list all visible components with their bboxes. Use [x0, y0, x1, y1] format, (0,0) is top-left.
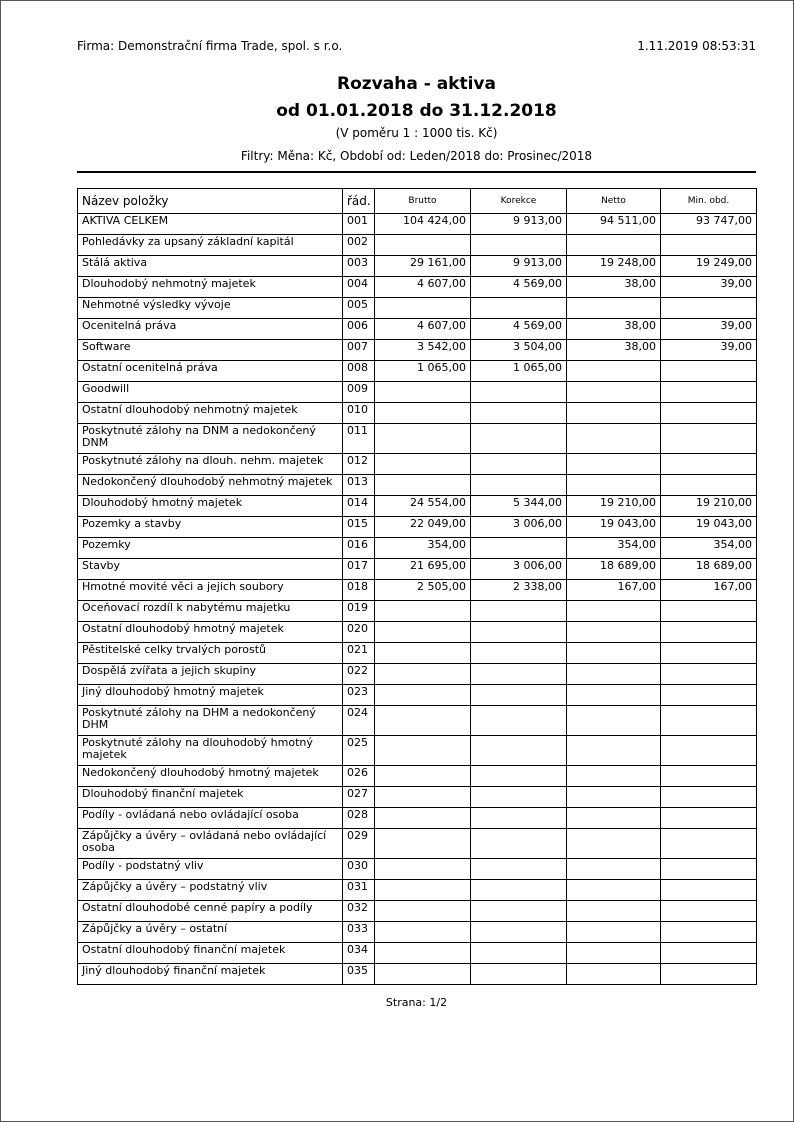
korekce-value [471, 922, 567, 943]
korekce-value: 4 569,00 [471, 277, 567, 298]
row-name: Zápůjčky a úvěry – ostatní [78, 922, 343, 943]
table-row [78, 901, 757, 922]
row-name: Oceňovací rozdíl k nabytému majetku [78, 601, 343, 622]
row-name: Ostatní dlouhodobý nehmotný majetek [78, 403, 343, 424]
table-row [78, 319, 757, 340]
min-obd-value: 354,00 [661, 538, 757, 559]
row-name: Zápůjčky a úvěry – ovládaná nebo ovládající osoba [78, 829, 343, 859]
table-header-row [78, 189, 757, 214]
row-name: Hmotné movité věci a jejich soubory [78, 580, 343, 601]
korekce-value [471, 808, 567, 829]
korekce-value [471, 829, 567, 859]
table-row [78, 235, 757, 256]
row-name: Nedokončený dlouhodobý hmotný majetek [78, 766, 343, 787]
korekce-value [471, 901, 567, 922]
brutto-value [375, 424, 471, 454]
row-number: 027 [343, 787, 375, 808]
netto-value: 38,00 [567, 319, 661, 340]
min-obd-value: 39,00 [661, 340, 757, 361]
row-number: 009 [343, 382, 375, 403]
min-obd-value: 18 689,00 [661, 559, 757, 580]
column-header-min-obd: Min. obd. [661, 189, 757, 214]
korekce-value [471, 766, 567, 787]
row-number: 034 [343, 943, 375, 964]
row-name: Poskytnuté zálohy na dlouhodobý hmotný majetek [78, 736, 343, 766]
korekce-value [471, 859, 567, 880]
table-row [78, 496, 757, 517]
netto-value [567, 787, 661, 808]
row-name: Jiný dlouhodobý finanční majetek [78, 964, 343, 985]
table-row [78, 706, 757, 736]
netto-value [567, 622, 661, 643]
min-obd-value [661, 361, 757, 382]
netto-value [567, 808, 661, 829]
row-number: 026 [343, 766, 375, 787]
brutto-value [375, 664, 471, 685]
row-number: 021 [343, 643, 375, 664]
min-obd-value [661, 664, 757, 685]
row-name: Goodwill [78, 382, 343, 403]
korekce-value [471, 298, 567, 319]
table-row [78, 943, 757, 964]
print-datetime: 1.11.2019 08:53:31 [637, 39, 756, 53]
korekce-value: 2 338,00 [471, 580, 567, 601]
brutto-value [375, 382, 471, 403]
brutto-value [375, 964, 471, 985]
netto-value [567, 880, 661, 901]
min-obd-value [661, 643, 757, 664]
row-name: Poskytnuté zálohy na dlouh. nehm. majetek [78, 454, 343, 475]
korekce-value [471, 880, 567, 901]
brutto-value: 4 607,00 [375, 277, 471, 298]
brutto-value [375, 943, 471, 964]
min-obd-value [661, 943, 757, 964]
netto-value: 38,00 [567, 277, 661, 298]
column-header-netto: Netto [567, 189, 661, 214]
table-row [78, 538, 757, 559]
korekce-value [471, 736, 567, 766]
report-title: Rozvaha - aktiva [337, 74, 496, 94]
row-name: Software [78, 340, 343, 361]
row-number: 004 [343, 277, 375, 298]
row-name: Ostatní dlouhodobý hmotný majetek [78, 622, 343, 643]
row-number: 023 [343, 685, 375, 706]
brutto-value [375, 766, 471, 787]
korekce-value: 9 913,00 [471, 256, 567, 277]
table-row [78, 808, 757, 829]
min-obd-value [661, 859, 757, 880]
netto-value [567, 475, 661, 496]
netto-value [567, 706, 661, 736]
page-number: Strana: 1/2 [385, 996, 448, 1009]
row-name: Pozemky [78, 538, 343, 559]
row-name: Pěstitelské celky trvalých porostů [78, 643, 343, 664]
report-period: od 01.01.2018 do 31.12.2018 [276, 101, 557, 121]
row-number: 035 [343, 964, 375, 985]
netto-value [567, 943, 661, 964]
korekce-value [471, 787, 567, 808]
table-row [78, 880, 757, 901]
table-row [78, 664, 757, 685]
min-obd-value [661, 685, 757, 706]
korekce-value [471, 424, 567, 454]
min-obd-value [661, 601, 757, 622]
korekce-value [471, 475, 567, 496]
netto-value [567, 382, 661, 403]
row-name: Pozemky a stavby [78, 517, 343, 538]
table-row [78, 829, 757, 859]
brutto-value: 22 049,00 [375, 517, 471, 538]
netto-value: 18 689,00 [567, 559, 661, 580]
brutto-value: 21 695,00 [375, 559, 471, 580]
row-name: Dlouhodobý hmotný majetek [78, 496, 343, 517]
korekce-value [471, 664, 567, 685]
netto-value [567, 736, 661, 766]
column-header-brutto: Brutto [375, 189, 471, 214]
netto-value [567, 424, 661, 454]
min-obd-value [661, 787, 757, 808]
table-row [78, 382, 757, 403]
min-obd-value [661, 922, 757, 943]
brutto-value [375, 685, 471, 706]
brutto-value [375, 880, 471, 901]
table-row [78, 580, 757, 601]
korekce-value [471, 235, 567, 256]
brutto-value [375, 235, 471, 256]
table-row [78, 964, 757, 985]
row-number: 030 [343, 859, 375, 880]
row-number: 029 [343, 829, 375, 859]
row-number: 010 [343, 403, 375, 424]
row-number: 017 [343, 559, 375, 580]
row-number: 028 [343, 808, 375, 829]
row-number: 018 [343, 580, 375, 601]
column-header-row-number: řád. [343, 189, 375, 214]
min-obd-value [661, 736, 757, 766]
column-header-korekce: Korekce [471, 189, 567, 214]
table-row [78, 685, 757, 706]
korekce-value: 9 913,00 [471, 214, 567, 235]
row-name: Nehmotné výsledky vývoje [78, 298, 343, 319]
table-row [78, 559, 757, 580]
row-name: Zápůjčky a úvěry – podstatný vliv [78, 880, 343, 901]
table-row [78, 424, 757, 454]
table-row [78, 601, 757, 622]
row-number: 008 [343, 361, 375, 382]
brutto-value [375, 454, 471, 475]
row-number: 013 [343, 475, 375, 496]
table-row [78, 736, 757, 766]
netto-value [567, 685, 661, 706]
row-number: 022 [343, 664, 375, 685]
brutto-value [375, 403, 471, 424]
min-obd-value: 93 747,00 [661, 214, 757, 235]
brutto-value [375, 859, 471, 880]
brutto-value [375, 808, 471, 829]
table-row [78, 277, 757, 298]
row-name: AKTIVA CELKEM [78, 214, 343, 235]
row-name: Podíly - ovládaná nebo ovládající osoba [78, 808, 343, 829]
brutto-value [375, 736, 471, 766]
netto-value [567, 922, 661, 943]
table-row [78, 787, 757, 808]
row-number: 016 [343, 538, 375, 559]
korekce-value: 5 344,00 [471, 496, 567, 517]
min-obd-value [661, 829, 757, 859]
netto-value [567, 901, 661, 922]
table-row [78, 643, 757, 664]
report-ratio: (V poměru 1 : 1000 tis. Kč) [335, 126, 498, 140]
brutto-value: 104 424,00 [375, 214, 471, 235]
table-row [78, 859, 757, 880]
row-name: Ostatní dlouhodobé cenné papíry a podíly [78, 901, 343, 922]
row-number: 011 [343, 424, 375, 454]
table-body [78, 214, 757, 985]
brutto-value: 29 161,00 [375, 256, 471, 277]
brutto-value: 2 505,00 [375, 580, 471, 601]
korekce-value: 1 065,00 [471, 361, 567, 382]
netto-value: 38,00 [567, 340, 661, 361]
row-number: 020 [343, 622, 375, 643]
min-obd-value [661, 622, 757, 643]
table-row [78, 403, 757, 424]
brutto-value: 3 542,00 [375, 340, 471, 361]
korekce-value [471, 382, 567, 403]
row-name: Poskytnuté zálohy na DHM a nedokončený DHM [78, 706, 343, 736]
min-obd-value [661, 766, 757, 787]
table-row [78, 214, 757, 235]
netto-value [567, 664, 661, 685]
korekce-value [471, 403, 567, 424]
row-number: 032 [343, 901, 375, 922]
row-number: 015 [343, 517, 375, 538]
table-row [78, 622, 757, 643]
korekce-value [471, 943, 567, 964]
row-number: 024 [343, 706, 375, 736]
netto-value [567, 859, 661, 880]
brutto-value [375, 643, 471, 664]
row-name: Ostatní ocenitelná práva [78, 361, 343, 382]
row-name: Podíly - podstatný vliv [78, 859, 343, 880]
brutto-value [375, 922, 471, 943]
min-obd-value: 19 210,00 [661, 496, 757, 517]
row-number: 006 [343, 319, 375, 340]
netto-value [567, 829, 661, 859]
min-obd-value: 167,00 [661, 580, 757, 601]
netto-value: 19 248,00 [567, 256, 661, 277]
row-number: 005 [343, 298, 375, 319]
netto-value [567, 298, 661, 319]
min-obd-value: 39,00 [661, 319, 757, 340]
brutto-value [375, 787, 471, 808]
min-obd-value: 19 043,00 [661, 517, 757, 538]
min-obd-value [661, 298, 757, 319]
row-number: 002 [343, 235, 375, 256]
brutto-value: 354,00 [375, 538, 471, 559]
column-header-name: Název položky [78, 189, 343, 214]
row-name: Jiný dlouhodobý hmotný majetek [78, 685, 343, 706]
korekce-value [471, 538, 567, 559]
netto-value [567, 601, 661, 622]
row-number: 019 [343, 601, 375, 622]
korekce-value [471, 706, 567, 736]
row-number: 033 [343, 922, 375, 943]
netto-value: 167,00 [567, 580, 661, 601]
row-name: Ocenitelná práva [78, 319, 343, 340]
korekce-value: 4 569,00 [471, 319, 567, 340]
table-row [78, 475, 757, 496]
row-name: Dospělá zvířata a jejich skupiny [78, 664, 343, 685]
row-name: Dlouhodobý nehmotný majetek [78, 277, 343, 298]
min-obd-value [661, 964, 757, 985]
row-name: Nedokončený dlouhodobý nehmotný majetek [78, 475, 343, 496]
table-row [78, 298, 757, 319]
row-number: 007 [343, 340, 375, 361]
korekce-value [471, 643, 567, 664]
korekce-value [471, 454, 567, 475]
netto-value: 94 511,00 [567, 214, 661, 235]
table-row [78, 361, 757, 382]
brutto-value [375, 622, 471, 643]
netto-value [567, 403, 661, 424]
brutto-value [375, 706, 471, 736]
row-number: 014 [343, 496, 375, 517]
table-row [78, 517, 757, 538]
netto-value [567, 235, 661, 256]
korekce-value: 3 504,00 [471, 340, 567, 361]
brutto-value: 4 607,00 [375, 319, 471, 340]
table-row [78, 256, 757, 277]
netto-value [567, 361, 661, 382]
netto-value [567, 766, 661, 787]
brutto-value: 24 554,00 [375, 496, 471, 517]
min-obd-value [661, 454, 757, 475]
min-obd-value [661, 382, 757, 403]
netto-value [567, 643, 661, 664]
table-row [78, 454, 757, 475]
balance-sheet-table [77, 188, 757, 985]
min-obd-value [661, 403, 757, 424]
min-obd-value: 19 249,00 [661, 256, 757, 277]
min-obd-value [661, 808, 757, 829]
row-number: 012 [343, 454, 375, 475]
korekce-value: 3 006,00 [471, 559, 567, 580]
netto-value [567, 454, 661, 475]
brutto-value [375, 901, 471, 922]
table-row [78, 922, 757, 943]
brutto-value [375, 829, 471, 859]
korekce-value: 3 006,00 [471, 517, 567, 538]
company-name: Firma: Demonstrační firma Trade, spol. s r.o. [77, 39, 343, 53]
min-obd-value [661, 424, 757, 454]
netto-value: 354,00 [567, 538, 661, 559]
korekce-value [471, 601, 567, 622]
brutto-value [375, 475, 471, 496]
netto-value: 19 043,00 [567, 517, 661, 538]
row-name: Pohledávky za upsaný základní kapitál [78, 235, 343, 256]
min-obd-value: 39,00 [661, 277, 757, 298]
table-row [78, 340, 757, 361]
netto-value [567, 964, 661, 985]
brutto-value [375, 601, 471, 622]
row-name: Stálá aktiva [78, 256, 343, 277]
min-obd-value [661, 880, 757, 901]
min-obd-value [661, 475, 757, 496]
netto-value: 19 210,00 [567, 496, 661, 517]
table-row [78, 766, 757, 787]
row-number: 001 [343, 214, 375, 235]
brutto-value: 1 065,00 [375, 361, 471, 382]
row-name: Ostatní dlouhodobý finanční majetek [78, 943, 343, 964]
korekce-value [471, 964, 567, 985]
row-name: Poskytnuté zálohy na DNM a nedokončený DNM [78, 424, 343, 454]
korekce-value [471, 622, 567, 643]
brutto-value [375, 298, 471, 319]
row-number: 003 [343, 256, 375, 277]
row-number: 025 [343, 736, 375, 766]
korekce-value [471, 685, 567, 706]
row-name: Dlouhodobý finanční majetek [78, 787, 343, 808]
header-divider [77, 171, 756, 173]
min-obd-value [661, 235, 757, 256]
row-number: 031 [343, 880, 375, 901]
min-obd-value [661, 901, 757, 922]
report-filters: Filtry: Měna: Kč, Období od: Leden/2018 do: Prosinec/2018 [240, 149, 593, 163]
min-obd-value [661, 706, 757, 736]
row-name: Stavby [78, 559, 343, 580]
